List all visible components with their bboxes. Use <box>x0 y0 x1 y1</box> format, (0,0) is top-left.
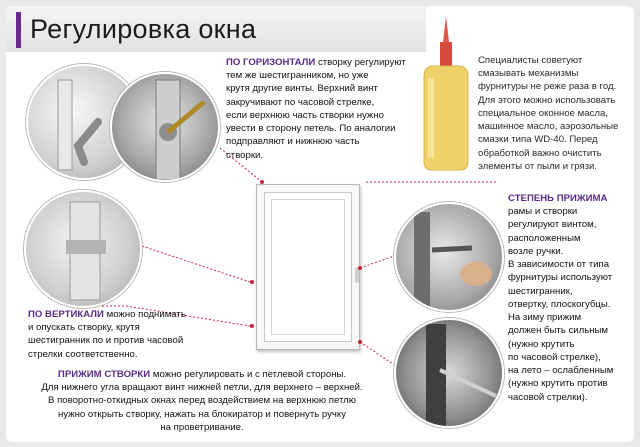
horizontal-line: створку регулируют <box>317 57 406 68</box>
pressure-line: возле ручки. <box>508 245 564 257</box>
oil-line: Для этого можно использовать <box>478 94 616 106</box>
clamp-line: В поворотно-откидных окнах перед воздействием на верхнюю петлю <box>48 395 356 407</box>
horizontal-line: тем же шестигранником, но уже <box>226 70 369 82</box>
connector-pressure <box>360 256 394 268</box>
pressure-line: На зиму прижим <box>508 312 582 324</box>
oil-line: обработкой важно очистить <box>478 147 602 159</box>
horizontal-line: закручивают по часовой стрелке, <box>226 96 375 108</box>
pressure-line: фурнитуры используют <box>508 272 613 284</box>
pressure-line: должен быть сильным <box>508 325 609 337</box>
pressure-line: шестигранник, <box>508 285 573 297</box>
oil-line: фурнитуры не реже раза в год. <box>478 81 617 93</box>
pressure-line: (нужно крутить против <box>508 378 608 390</box>
marker-clamp <box>358 340 362 344</box>
vertical-line: стрелки соответственно. <box>28 348 138 360</box>
vertical-text <box>28 308 248 361</box>
hinge-adjust-photo <box>394 318 504 428</box>
lower-hinge-photo <box>24 190 142 308</box>
pressure-line: отвертку, плоскогубцы. <box>508 298 611 310</box>
pressure-line: (нужно крутить <box>508 338 575 350</box>
clamp-line: нужно открыть створку, нажать на блокиратор и повернуть ручку <box>57 408 347 420</box>
oil-line: Специалисты советуют <box>478 55 583 66</box>
horizontal-line: крутя другие винты. Верхний винт <box>226 83 378 95</box>
oil-line: специальное оконное масла, <box>478 107 608 119</box>
clamp-heading: ПРИЖИМ СТВОРКИ <box>57 369 151 380</box>
pressure-heading: СТЕПЕНЬ ПРИЖИМА <box>508 193 608 204</box>
pressure-line: на лето – ослабленным <box>508 365 614 377</box>
pressure-line: расположенным <box>508 232 581 244</box>
horizontal-line: створки. <box>226 149 264 161</box>
horizontal-text <box>226 56 422 162</box>
pressure-text <box>508 192 632 404</box>
window-illustration <box>256 184 360 350</box>
oil-line: смазывать механизмы <box>478 68 579 80</box>
marker-handle <box>358 266 362 270</box>
clamp-line: Для нижнего угла вращают винт нижней петли, для верхнего – верхней. <box>41 382 363 394</box>
vertical-line: и опускать створку, крутя <box>28 322 140 334</box>
horizontal-line: увести в сторону петель. По аналогии <box>226 123 396 135</box>
pressure-line: В зависимости от типа <box>508 259 610 271</box>
pressure-line: по часовой стрелке), <box>508 351 601 363</box>
oil-line: смазки типа WD-40. Перед <box>478 134 598 146</box>
screw-closeup-photo <box>110 72 220 182</box>
screwdriver-icon <box>112 74 220 182</box>
pressure-line: часовой стрелки). <box>508 391 588 403</box>
marker-side <box>250 280 254 284</box>
pressure-line: регулируют винтом, <box>508 219 597 231</box>
page-title: Регулировка окна <box>30 14 257 44</box>
oil-line: элементы от пыли и грязи. <box>478 160 598 172</box>
clamp-line: на проветривание. <box>160 421 244 433</box>
window-glass <box>271 199 345 335</box>
marker-bottom-hinge <box>250 324 254 328</box>
hex-wrench-icon <box>396 320 504 428</box>
pliers-icon <box>396 204 504 312</box>
horizontal-heading: ПО ГОРИЗОНТАЛИ <box>226 57 316 68</box>
handle-screw-photo <box>394 202 504 312</box>
clamp-line: можно регулировать и с петлевой стороны. <box>152 369 347 380</box>
horizontal-line: если верхнюю часть створки нужно <box>226 109 384 121</box>
connector-vertical-top <box>142 246 250 282</box>
connector-clamp <box>360 342 396 366</box>
pressure-line: рамы и створки <box>508 206 578 218</box>
vertical-heading: ПО ВЕРТИКАЛИ <box>28 309 104 320</box>
window-sash <box>264 192 352 342</box>
horizontal-line: подправляют и нижнюю часть <box>226 136 360 148</box>
oil-bottle-icon <box>416 12 472 172</box>
marker-top-hinge <box>260 180 264 184</box>
vertical-line: шестигранник по и против часовой <box>28 335 184 347</box>
oil-line: машинное масло, аэрозольные <box>478 121 619 133</box>
vertical-line: можно поднимать <box>106 309 186 320</box>
oil-text <box>478 54 628 173</box>
clamp-text <box>16 368 388 434</box>
infographic-card <box>6 6 634 442</box>
lower-hinge-icon <box>26 192 142 308</box>
